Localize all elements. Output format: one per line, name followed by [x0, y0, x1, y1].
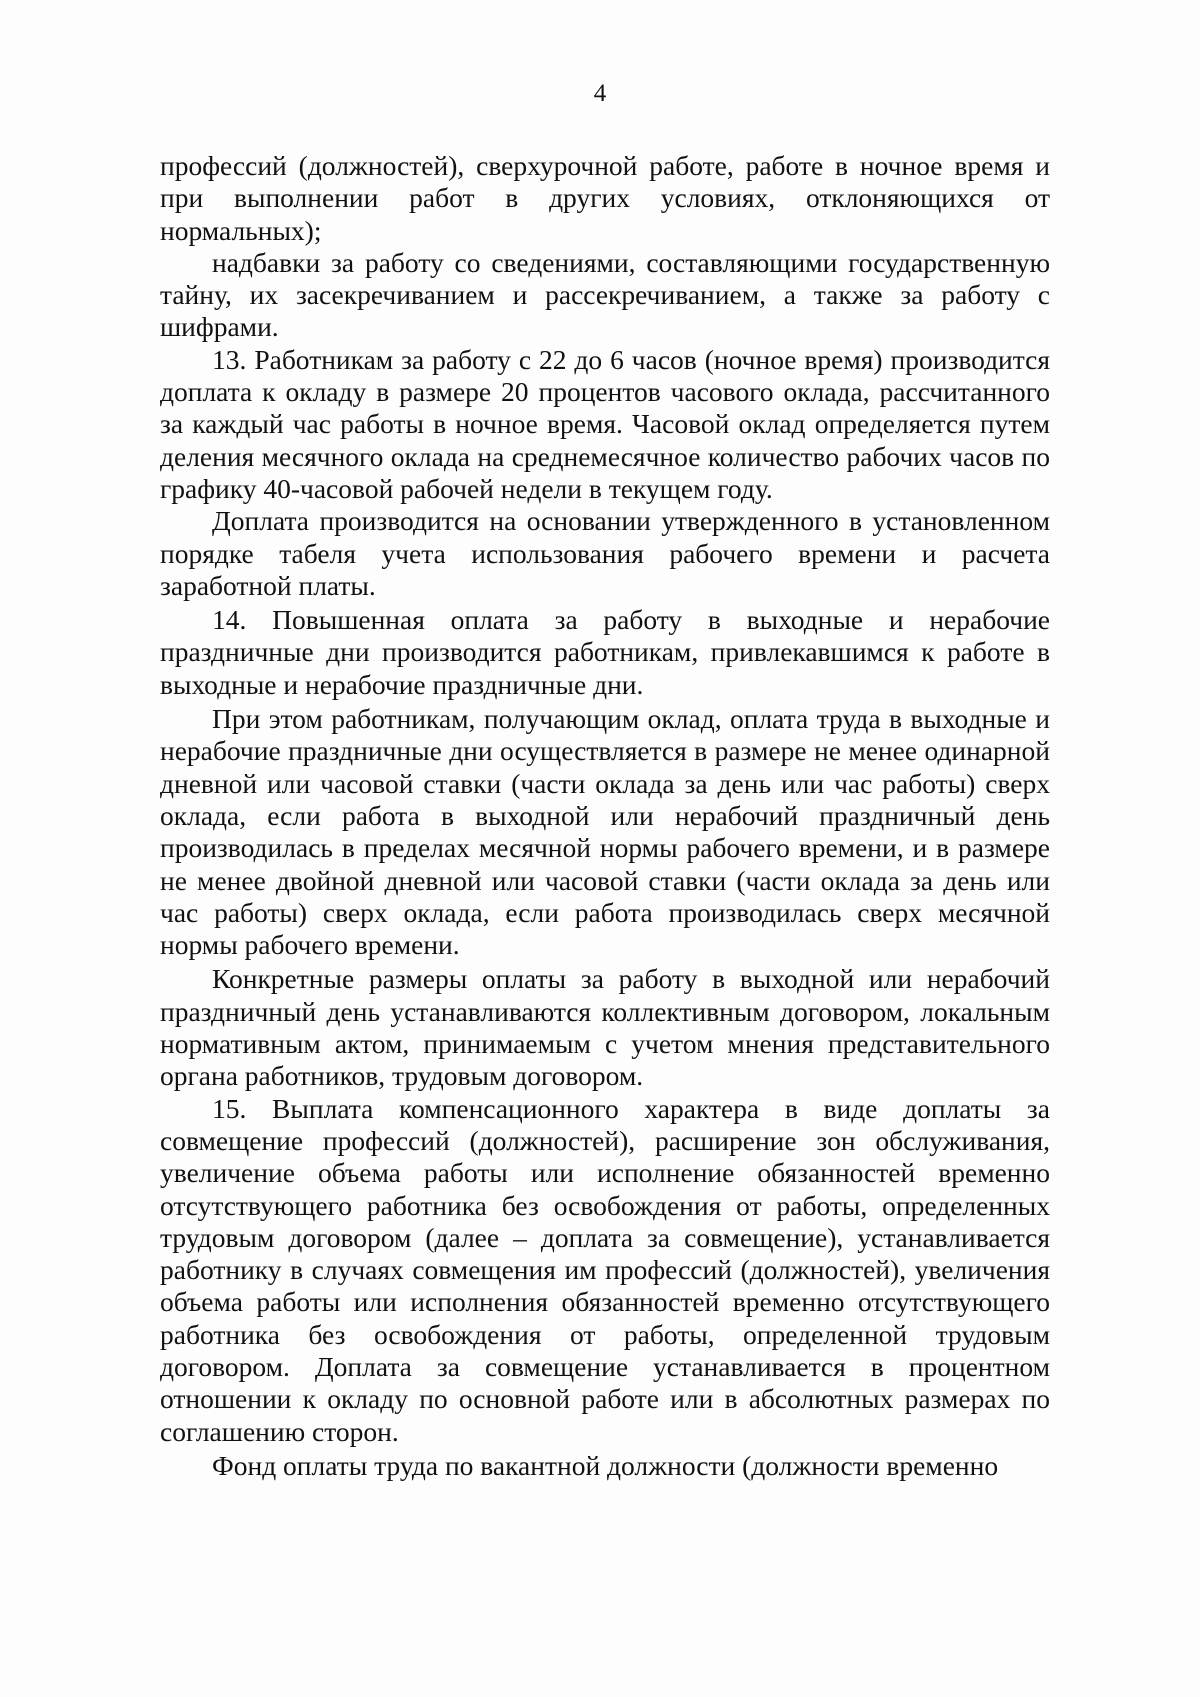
- paragraph-continuation: профессий (должностей), сверхурочной работе, работе в ночное время и при выполнении работ в других условиях, отклоняющихся от нормальных);: [160, 150, 1050, 246]
- paragraph-secrecy-allowance: надбавки за работу со сведениями, составляющими государственную тайну, их засекречиванием и рассекречиванием, а также за работу с шифрами.: [160, 246, 1050, 343]
- paragraph-holiday-pay-amount: При этом работникам, получающим оклад, оплата труда в выходные и нерабочие праздничные дни осуществляется в размере не менее одинарной дневной или часовой ставки (части оклада за день или час работы) сверх оклада, если работа в выходной или нерабочий праздничный день производилась в пределах месячной нормы рабочего времени, и в размере не менее двойной дневной или часовой ставки (части оклада за день или час работы) сверх оклада, если работа производилась сверх месячной нормы рабочего времени.: [160, 703, 1050, 961]
- paragraph-holiday-pay-specifics: Конкретные размеры оплаты за работу в выходной или нерабочий праздничный день устанавливаются коллективным договором, локальным нормативным актом, принимаемым с учетом мнения представительного органа работников, трудовым договором.: [160, 963, 1050, 1092]
- page-number: 4: [593, 80, 607, 107]
- paragraph-night-work-basis: Доплата производится на основании утвержденного в установленном порядке табеля учета использования рабочего времени и расчета заработной платы.: [160, 505, 1050, 601]
- document-body: [160, 150, 1050, 1482]
- paragraph-13-night-work: 13. Работникам за работу с 22 до 6 часов (ночное время) производится доплата к окладу в размере 20 процентов часового оклада, рассчитанного за каждый час работы в ночное время. Часовой оклад определяется путем деления месячного оклада на среднемесячное количество рабочих часов по графику 40-часовой рабочей недели в текущем году.: [160, 343, 1050, 504]
- paragraph-vacancy-payroll-fund: Фонд оплаты труда по вакантной должности (должности временно: [212, 1449, 999, 1481]
- paragraph-15-combination-allowance: 15. Выплата компенсационного характера в виде доплаты за совмещение профессий (должностей), расширение зон обслуживания, увеличение объема работы или исполнение обязанностей временно отсутствующего работника без освобождения от работы, определенных трудовым договором (далее – доплата за совмещение), устанавливается работнику в случаях совмещения им профессий (должностей), увеличения объема работы или исполнения обязанностей временно отсутствующего работника без освобождения от работы, определенной трудовым договором. Доплата за совмещение устанавливается в процентном отношении к окладу по основной работе или в абсолютных размерах по соглашению сторон.: [160, 1092, 1050, 1447]
- paragraph-14-holiday-pay: 14. Повышенная оплата за работу в выходные и нерабочие праздничные дни производится работникам, привлекавшимся к работе в выходные и нерабочие праздничные дни.: [160, 604, 1050, 700]
